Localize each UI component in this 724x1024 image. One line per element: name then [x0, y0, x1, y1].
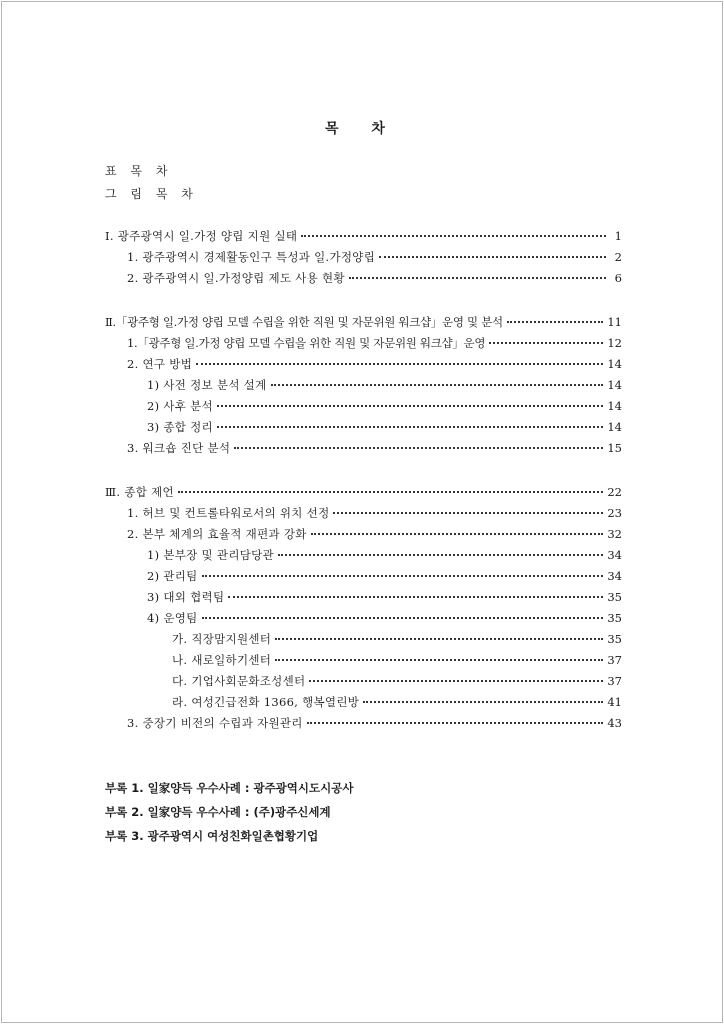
dot-leader: [217, 405, 603, 407]
dot-leader: [202, 575, 604, 577]
dot-leader: [333, 512, 603, 514]
dot-leader: [307, 722, 604, 724]
toc-item: [147, 398, 622, 414]
toc-section-2: [105, 314, 622, 330]
figure-list-link: 그 림 목 차: [105, 187, 198, 201]
toc-label: 2) 사후 분석: [147, 399, 213, 413]
dot-leader: [217, 426, 603, 428]
table-list-link: 표 목 차: [105, 164, 173, 178]
toc-page-number: 14: [607, 378, 622, 392]
toc-label: 2. 광주광역시 일.가정양립 제도 사용 현황: [127, 271, 345, 285]
toc-item: [172, 673, 622, 689]
toc-item: [172, 694, 622, 710]
dot-leader: [349, 277, 606, 279]
toc-page-number: 34: [607, 569, 622, 583]
toc-label: 3) 대외 협력팀: [147, 590, 225, 604]
toc-label: 3. 워크숍 진단 분석: [127, 441, 231, 455]
toc-page-number: 35: [607, 590, 622, 604]
toc-page-number: 35: [607, 611, 622, 625]
dot-leader: [196, 363, 603, 365]
toc-label: Ⅱ.「광주형 일.가정 양립 모델 수립을 위한 직원 및 자문위원 워크샵」운영 및 분석: [105, 315, 503, 329]
toc-label: 2. 연구 방법: [127, 357, 193, 371]
toc-item: [147, 568, 622, 584]
toc-item: [127, 715, 622, 731]
dot-leader: [489, 342, 603, 344]
toc-page-number: 41: [607, 695, 622, 709]
toc-page-number: 1: [614, 229, 622, 243]
appendix-1: 부록 1. 일家양득 우수사례 : 광주광역시도시공사: [105, 781, 354, 795]
toc-page-number: 2: [614, 250, 622, 264]
toc-item: [147, 589, 622, 605]
toc-label: 1) 본부장 및 관리담당관: [147, 548, 274, 562]
toc-page-number: 15: [607, 441, 622, 455]
toc-label: 1) 사전 정보 분석 설계: [147, 378, 267, 392]
dot-leader: [178, 491, 603, 493]
toc-page-number: 11: [607, 315, 622, 329]
toc-page-number: 23: [607, 506, 622, 520]
toc-item: [127, 270, 622, 286]
toc-page-number: 43: [607, 716, 622, 730]
dot-leader: [309, 680, 603, 682]
dot-leader: [301, 235, 606, 237]
toc-section-1: [105, 228, 622, 244]
toc-page-number: 34: [607, 548, 622, 562]
toc-label: 다. 기업사회문화조성센터: [172, 674, 306, 688]
appendix-3: 부록 3. 광주광역시 여성친화일촌협황기업: [105, 829, 319, 843]
toc-page-number: 35: [607, 632, 622, 646]
toc-item: [127, 249, 622, 265]
dot-leader: [228, 596, 603, 598]
toc-page-number: 6: [614, 271, 622, 285]
toc-label: 1.「광주형 일.가정 양립 모델 수립을 위한 직원 및 자문위원 워크샵」운영: [127, 336, 486, 350]
toc-label: 1. 광주광역시 경제활동인구 특성과 일.가정양립: [127, 250, 376, 264]
toc-page-number: 32: [607, 527, 622, 541]
dot-leader: [379, 256, 606, 258]
dot-leader: [271, 384, 604, 386]
dot-leader: [202, 617, 604, 619]
toc-page-number: 22: [607, 485, 622, 499]
toc-label: 라. 여성긴급전화 1366, 행복열린방: [172, 695, 360, 709]
toc-label: 나. 새로일하기센터: [172, 653, 272, 667]
appendix-2: 부록 2. 일家양득 우수사례 : (주)광주신세계: [105, 805, 331, 819]
dot-leader: [363, 701, 603, 703]
toc-page-number: 14: [607, 399, 622, 413]
toc-item: [172, 652, 622, 668]
toc-item: [147, 547, 622, 563]
toc-page-number: 37: [607, 653, 622, 667]
toc-label: 3) 종합 정리: [147, 420, 213, 434]
toc-item: [147, 419, 622, 435]
toc-section-3: [105, 484, 622, 500]
dot-leader: [311, 533, 604, 535]
toc-label: Ⅰ. 광주광역시 일.가정 양립 지원 실태: [105, 229, 298, 243]
toc-page-number: 37: [607, 674, 622, 688]
toc-page-number: 14: [607, 357, 622, 371]
dot-leader: [234, 447, 603, 449]
dot-leader: [275, 638, 603, 640]
toc-label: 2. 본부 체계의 효율적 재편과 강화: [127, 527, 307, 541]
toc-label: 2) 관리팀: [147, 569, 198, 583]
toc-item: [127, 505, 622, 521]
page-title: 목 차: [325, 121, 399, 137]
toc-label: Ⅲ. 종합 제언: [105, 485, 174, 499]
toc-item: [172, 631, 622, 647]
toc-item: [147, 610, 622, 626]
toc-item: [127, 356, 622, 372]
toc-page-number: 12: [607, 336, 622, 350]
toc-label: 가. 직장맘지원센터: [172, 632, 272, 646]
dot-leader: [275, 659, 603, 661]
toc-label: 3. 중장기 비전의 수립과 자원관리: [127, 716, 303, 730]
toc-item: [127, 440, 622, 456]
toc-item: [127, 335, 622, 351]
dot-leader: [278, 554, 603, 556]
toc-item: [127, 526, 622, 542]
toc-page-number: 14: [607, 420, 622, 434]
dot-leader: [507, 321, 604, 323]
toc-label: 1. 허브 및 컨트롤타워로서의 위치 선정: [127, 506, 330, 520]
toc-label: 4) 운영팀: [147, 611, 198, 625]
toc-item: [147, 377, 622, 393]
